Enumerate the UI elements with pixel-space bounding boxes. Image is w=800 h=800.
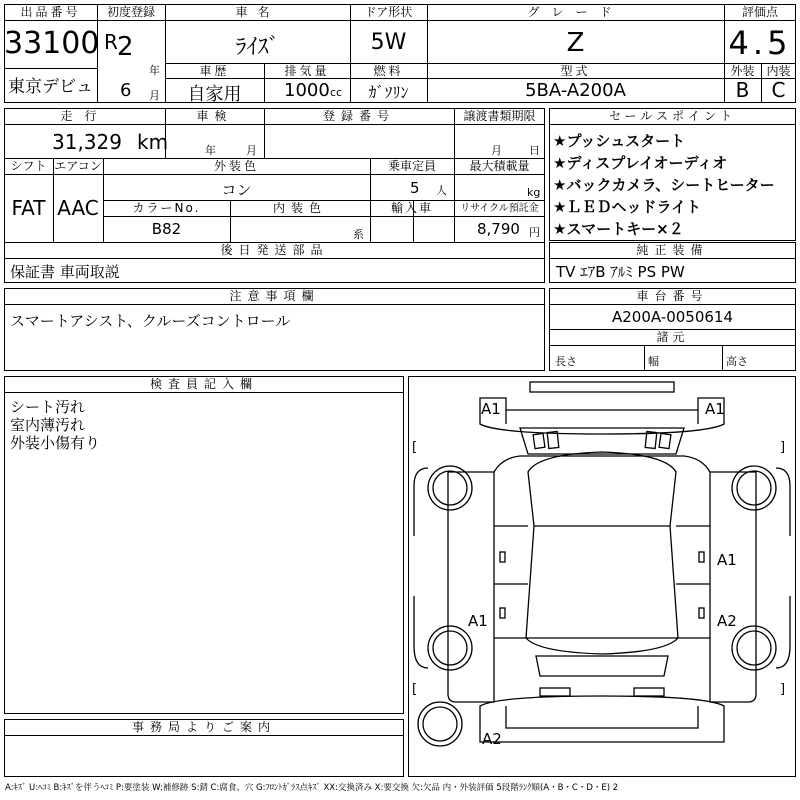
bracket-right: ]: [780, 440, 786, 455]
equipment: TV ｴｱB ｱﾙﾐ PS PW: [556, 263, 685, 281]
chassis-label: 車台番号: [636, 289, 709, 303]
sales-point: ★プッシュスタート: [553, 132, 686, 150]
damage-mark: A1: [468, 612, 488, 630]
sales-point: ★スマートキー×２: [553, 220, 684, 238]
lot-number: 33100: [4, 26, 100, 61]
mileage-label: 走行: [60, 109, 109, 123]
damage-mark: A1: [481, 400, 501, 418]
fuel: ｶﾞｿﾘﾝ: [368, 83, 409, 102]
recycle-unit: 円: [529, 226, 540, 239]
chassis-number: A200A-0050614: [611, 308, 734, 326]
lot-label: 出品番号: [20, 5, 81, 19]
inspection-label: 車検: [196, 109, 233, 123]
inspector-line: 外装小傷有り: [10, 434, 101, 452]
inspector-line: 室内薄汚れ: [10, 416, 86, 434]
debut-label: 東京デビュ: [8, 77, 93, 97]
ext-color: コン: [221, 181, 252, 199]
color-no-label: カラーNo.: [132, 201, 201, 215]
year-unit: 年: [149, 64, 160, 77]
later-parts-label: 後日発送部品: [220, 243, 329, 257]
inspector-label: 検査員記入欄: [149, 377, 258, 391]
transfer-label: 譲渡書類期限: [463, 109, 536, 123]
door: 5W: [370, 30, 407, 55]
grade-label: グレード: [527, 5, 624, 19]
damage-mark: A2: [717, 612, 737, 630]
capacity-unit: 人: [436, 184, 447, 197]
ac-label: エアコン: [54, 159, 102, 173]
mileage-unit: km: [137, 130, 169, 154]
era: R: [104, 30, 118, 54]
car-diagram: [408, 376, 796, 777]
history-label: 車歴: [199, 64, 230, 78]
width-label: 幅: [648, 355, 659, 368]
displacement-unit: cc: [330, 86, 343, 99]
int-color-unit: 系: [353, 228, 364, 241]
inspection-year-unit: 年: [205, 144, 216, 157]
score-label: 評価点: [741, 5, 778, 19]
bracket-right: ]: [780, 682, 786, 697]
year: 2: [117, 32, 134, 62]
month-unit: 月: [149, 89, 160, 102]
later-parts: 保証書 車両取説: [10, 263, 120, 281]
notes-label: 注意事項欄: [229, 289, 320, 303]
sales-point: ★ＬＥＤヘッドライト: [553, 198, 701, 216]
inspection-month-unit: 月: [246, 144, 257, 157]
bracket-left: [: [412, 440, 418, 455]
legend: A:ｷｽﾞ U:ﾍｺﾐ B:ｷｽﾞを伴うﾍｺﾐ P:要塗装 W:補修跡 S:錆 C:腐食、穴 G:ﾌﾛﾝﾄｶﾞﾗｽ点ｷｽﾞ XX:交換済み X:要交換 欠:欠品 内・外装評価 5段階ﾗﾝｸ順(A・B・C・D・E) 2: [5, 783, 619, 793]
model-label: 型式: [560, 64, 591, 78]
interior-grade: C: [771, 78, 786, 102]
int-color-label: 内装色: [272, 201, 327, 215]
fuel-label: 燃料: [373, 64, 404, 78]
mileage: 31,329: [52, 130, 122, 154]
first-reg-label: 初度登録: [106, 5, 155, 19]
equipment-label: 純正装備: [636, 243, 709, 257]
car-name-label: 車名: [235, 5, 280, 19]
recycle-label: リサイクル預託金: [460, 203, 539, 214]
length-label: 長さ: [555, 355, 577, 368]
import-label: 輸入車: [390, 201, 433, 215]
door-label: ドア形状: [364, 5, 413, 19]
height-label: 高さ: [726, 355, 748, 368]
model: 5BA-A200A: [525, 80, 626, 101]
score: 4.5: [728, 24, 792, 62]
transfer-month-unit: 月: [491, 144, 502, 157]
transfer-day-unit: 日: [529, 144, 540, 157]
inspector-line: シート汚れ: [10, 398, 86, 416]
capacity: 5: [410, 179, 420, 197]
sales-point: ★バックカメラ、シートヒーター: [553, 176, 775, 194]
grade: Z: [566, 28, 585, 58]
capacity-label: 乗車定員: [387, 159, 436, 173]
shift-label: シフト: [10, 159, 47, 173]
car-name: ﾗｲｽﾞ: [235, 35, 280, 60]
color-no: B82: [151, 220, 182, 238]
load-label: 最大積載量: [469, 159, 530, 173]
shift: FAT: [11, 196, 46, 220]
exterior-label: 外装: [730, 64, 755, 78]
damage-mark: A2: [482, 730, 502, 748]
exterior-grade: B: [735, 78, 750, 102]
sales-points-label: セールスポイント: [609, 109, 736, 123]
ext-color-label: 外装色: [213, 159, 259, 173]
damage-mark: A1: [705, 400, 725, 418]
month: 6: [120, 80, 132, 101]
ac: AAC: [57, 196, 99, 220]
notes: スマートアシスト、クルーズコントロール: [10, 312, 291, 330]
recycle: 8,790: [477, 220, 520, 238]
dims-label: 諸元: [656, 330, 689, 344]
bracket-left: [: [412, 682, 418, 697]
load-unit: kg: [527, 186, 541, 199]
interior-label: 内装: [766, 64, 791, 78]
sales-point: ★ディスプレイオーディオ: [553, 154, 728, 172]
reg-no-label: 登録番号: [322, 109, 395, 123]
displacement: 1000: [284, 80, 330, 101]
history: 自家用: [187, 84, 242, 105]
damage-mark: A1: [717, 551, 737, 569]
displacement-label: 排気量: [284, 64, 330, 78]
office-label: 事務局よりご案内: [131, 720, 276, 734]
